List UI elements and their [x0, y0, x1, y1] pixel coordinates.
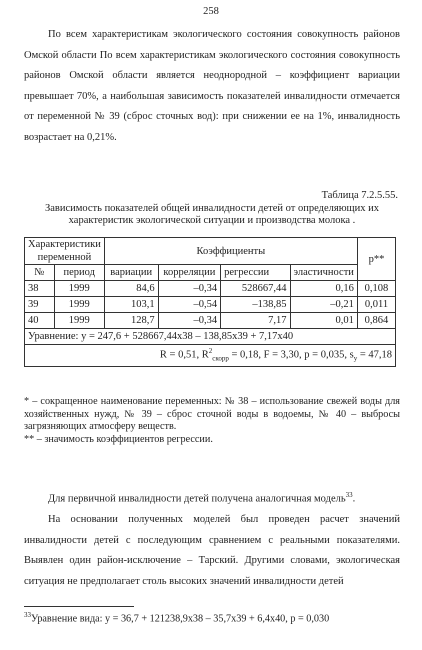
table-row: [25, 313, 396, 329]
table-row: [25, 281, 396, 297]
cell-period: 1999: [54, 297, 104, 313]
header-correlation: корреляции: [158, 265, 221, 281]
note-significance: ** – значимость коэффициентов регрессии.: [24, 433, 213, 445]
cell-period: 1999: [54, 281, 104, 297]
cell-regression: –138,85: [221, 297, 290, 313]
table-header-row-1: [25, 238, 396, 265]
note-variables: * – сокращенное наименование переменных: № 38 – использование свежей воды для хозяйственных нужд, № 39 – сброс сточной воды в водоемы, № 40 – выбросы загрязняющих атмосферу веществ.: [24, 396, 400, 433]
header-period: период: [54, 265, 104, 281]
footnote: [24, 611, 400, 624]
stats-r-sup: 2: [208, 347, 213, 355]
stats-row: [25, 345, 396, 367]
table-title: Зависимость показателей общей инвалидности детей от определяющих их характеристик экологической ситуации и производства молока .: [44, 202, 380, 226]
cell-variation: 84,6: [104, 281, 158, 297]
stats-r-sub: скорр: [212, 354, 229, 363]
footnote-marker: 33: [24, 611, 31, 619]
table-notes: [24, 396, 400, 446]
paragraph-intro: По всем характеристикам экологического состояния совокупность районов Омской области По всем характеристикам экологического состояния совокупность районов Омской области является неоднородной – коэффициент вариации превышает 70%, а наибольшая зависимость показателей инвалидности отмечается от переменной № 39 (сброс сточных вод): при снижении ее на 1%, инвалидность возрастает на 0,21%.: [24, 29, 400, 143]
coefficients-table: [24, 237, 396, 367]
header-coefficients: Коэффициенты: [104, 238, 357, 265]
table-header-row-2: [25, 265, 396, 281]
cell-elasticity: 0,01: [290, 313, 357, 329]
cell-no: 40: [25, 313, 55, 329]
cell-no: 39: [25, 297, 55, 313]
cell-elasticity: 0,16: [290, 281, 357, 297]
cell-p: 0,011: [357, 297, 395, 313]
header-elasticity: эластичности: [290, 265, 357, 281]
table-caption: [24, 190, 400, 228]
table-number: Таблица 7.2.5.55.: [321, 190, 398, 201]
cell-elasticity: –0,21: [290, 297, 357, 313]
cell-correlation: –0,34: [158, 313, 221, 329]
paragraph2-text: Для первичной инвалидности детей получена аналогичная модель: [48, 493, 346, 505]
regression-stats: [25, 345, 396, 367]
header-regression: регрессии: [221, 265, 290, 281]
table-row: [25, 297, 396, 313]
paragraph2-end: .: [352, 493, 356, 505]
stats-rest: = 0,18, F = 3,30, p = 0,035, s: [228, 349, 354, 361]
stats-r: R = 0,51, R: [159, 349, 209, 361]
cell-variation: 128,7: [104, 313, 158, 329]
cell-p: 0,108: [357, 281, 395, 297]
stats-s-sub: y: [353, 354, 358, 363]
paragraph-continuation: [24, 485, 400, 592]
footnote-reference: 33: [345, 491, 353, 499]
header-p: p**: [357, 238, 395, 281]
cell-correlation: –0,34: [158, 281, 221, 297]
footnote-text: Уравнение вида: y = 36,7 + 121238,9х38 – 35,7х39 + 6,4х40, p = 0,030: [31, 613, 330, 625]
cell-correlation: –0,54: [158, 297, 221, 313]
paragraph-models: На основании полученных моделей был проведен расчет значений инвалидности детей с последующим сравнением с реальными показателями. Выявлен один район-исключение – Тарский. Другими словами, экологическая ситуация не предполагает столь высоких значений инвалидности детей: [24, 514, 400, 587]
equation-row: [25, 329, 396, 345]
paragraph-primary-disability: [24, 485, 400, 510]
cell-no: 38: [25, 281, 55, 297]
footnote-divider: [24, 606, 134, 607]
stats-s-value: = 47,18: [357, 349, 392, 361]
header-number: №: [25, 265, 55, 281]
cell-regression: 7,17: [221, 313, 290, 329]
header-characteristics: Характеристики переменной: [25, 238, 105, 265]
header-variation: вариации: [104, 265, 158, 281]
cell-regression: 528667,44: [221, 281, 290, 297]
cell-variation: 103,1: [104, 297, 158, 313]
cell-period: 1999: [54, 313, 104, 329]
cell-p: 0,864: [357, 313, 395, 329]
regression-equation: Уравнение: y = 247,6 + 528667,44х38 – 138,85х39 + 7,17х40: [25, 329, 396, 345]
page-number: 258: [203, 6, 219, 17]
